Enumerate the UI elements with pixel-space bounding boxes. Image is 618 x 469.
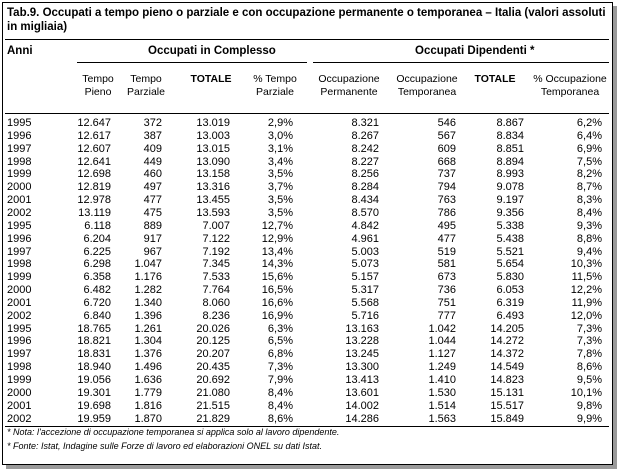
table-cell: 20.435 xyxy=(196,361,230,374)
table-cell: 1.340 xyxy=(134,296,162,309)
table-cell: 3,7% xyxy=(267,181,293,194)
table-cell: 8,7% xyxy=(576,181,602,194)
table-cell: 9.356 xyxy=(496,206,524,219)
table-cell: 567 xyxy=(437,129,456,142)
table-cell: 13.090 xyxy=(196,155,230,168)
table-cell: 1.176 xyxy=(134,271,162,284)
table-cell: 12.978 xyxy=(77,194,111,207)
table-cell: 14.272 xyxy=(490,335,524,348)
table-cell: 10,3% xyxy=(570,258,602,271)
table-cell: 8.894 xyxy=(496,155,524,168)
column-header: % Tempo Parziale xyxy=(253,73,297,98)
column-header: TOTALE xyxy=(190,73,232,85)
group-header-dipendenti: Occupati Dipendenti * xyxy=(415,45,535,57)
table-cell: 14,3% xyxy=(261,258,293,271)
table-cell: 9,8% xyxy=(576,399,602,412)
table-cell: 14.823 xyxy=(490,374,524,386)
table-cell: 5.716 xyxy=(351,309,379,322)
table-cell: 9,3% xyxy=(576,219,602,232)
table-cell: 5.654 xyxy=(496,258,524,271)
table-cell: 581 xyxy=(437,258,456,271)
table-title: Tab.9. Occupati a tempo pieno o parziale e con occupazione permanente o temporanea – Italia (valori assoluti in migliaia) xyxy=(7,7,606,33)
table-cell: 917 xyxy=(143,232,162,245)
table-cell: 12.647 xyxy=(77,117,111,129)
table-cell: 14.372 xyxy=(490,348,524,361)
table-cell: 6,2% xyxy=(576,117,602,129)
table-cell: 495 xyxy=(437,219,456,232)
table-cell: 5.830 xyxy=(496,271,524,284)
table-cell: 12.617 xyxy=(77,129,111,142)
table-cell: 13.300 xyxy=(345,361,379,374)
table-cell: 7,3% xyxy=(576,322,602,335)
table-cell: 1.870 xyxy=(134,412,162,425)
table-cell: 6.225 xyxy=(83,245,111,258)
table-cell: 8.867 xyxy=(496,117,524,129)
row-year: 1995 xyxy=(7,219,32,232)
row-year: 2001 xyxy=(7,194,32,207)
table-cell: 18.940 xyxy=(77,361,111,374)
table-cell: 4.842 xyxy=(351,219,379,232)
table-cell: 7.192 xyxy=(202,245,230,258)
table-cell: 9,4% xyxy=(576,245,602,258)
table-cell: 19.301 xyxy=(77,386,111,399)
table-cell: 8.227 xyxy=(351,155,379,168)
table-cell: 8.851 xyxy=(496,142,524,155)
table-cell: 20.207 xyxy=(196,348,230,361)
table-cell: 5.338 xyxy=(496,219,524,232)
table-cell: 546 xyxy=(437,117,456,129)
table-cell: 6.720 xyxy=(83,296,111,309)
table-cell: 6.319 xyxy=(496,296,524,309)
row-year: 2002 xyxy=(7,206,32,219)
table-cell: 1.779 xyxy=(134,386,162,399)
table-cell: 668 xyxy=(437,155,456,168)
table-cell: 8,4% xyxy=(267,399,293,412)
table-cell: 6,4% xyxy=(576,129,602,142)
table-cell: 7,8% xyxy=(576,348,602,361)
table-cell: 7.764 xyxy=(202,284,230,297)
table-cell: 8.284 xyxy=(351,181,379,194)
table-cell: 13.413 xyxy=(345,374,379,386)
group-underline-1 xyxy=(77,62,307,63)
table-cell: 16,9% xyxy=(261,309,293,322)
row-year: 1997 xyxy=(7,245,32,258)
table-cell: 1.282 xyxy=(134,284,162,297)
column-header: TOTALE xyxy=(474,73,516,85)
table-cell: 7.533 xyxy=(202,271,230,284)
table-cell: 9.197 xyxy=(496,194,524,207)
column-header: Tempo Pieno xyxy=(82,73,114,98)
table-cell: 9,5% xyxy=(576,374,602,386)
table-cell: 8.060 xyxy=(202,296,230,309)
table-cell: 1.127 xyxy=(428,348,456,361)
table-cell: 8,4% xyxy=(576,206,602,219)
row-year: 1996 xyxy=(7,335,32,348)
table-cell: 6.053 xyxy=(496,284,524,297)
table-cell: 18.831 xyxy=(77,348,111,361)
table-cell: 7.122 xyxy=(202,232,230,245)
note-fonte: * Fonte: Istat, Indagine sulle Forze di lavoro ed elaborazioni ONEL su dati Istat. xyxy=(7,441,323,451)
table-cell: 13.158 xyxy=(196,168,230,181)
column-header: Occupazione Temporanea xyxy=(396,73,458,98)
table-cell: 14.002 xyxy=(345,399,379,412)
table-cell: 18.821 xyxy=(77,335,111,348)
table-cell: 15.517 xyxy=(490,399,524,412)
table-cell: 609 xyxy=(437,142,456,155)
table-cell: 889 xyxy=(143,219,162,232)
table-cell: 2,9% xyxy=(267,117,293,129)
years-header: Anni xyxy=(7,45,33,57)
table-cell: 6.204 xyxy=(83,232,111,245)
table-cell: 13.593 xyxy=(196,206,230,219)
table-cell: 21.080 xyxy=(196,386,230,399)
table-cell: 1.376 xyxy=(134,348,162,361)
row-year: 1995 xyxy=(7,322,32,335)
table-cell: 6.840 xyxy=(83,309,111,322)
row-year: 2001 xyxy=(7,296,32,309)
column-header: Tempo Parziale xyxy=(127,73,165,98)
table-cell: 19.698 xyxy=(77,399,111,412)
table-cell: 6,5% xyxy=(267,335,293,348)
table-cell: 7,3% xyxy=(576,335,602,348)
table-cell: 3,5% xyxy=(267,206,293,219)
table-cell: 736 xyxy=(437,284,456,297)
row-year: 2001 xyxy=(7,399,32,412)
table-cell: 13.003 xyxy=(196,129,230,142)
table-cell: 6.358 xyxy=(83,271,111,284)
table-cell: 460 xyxy=(143,168,162,181)
column-header: Occupazione Permanente xyxy=(318,73,380,98)
table-cell: 8.834 xyxy=(496,129,524,142)
table-cell: 18.765 xyxy=(77,322,111,335)
table-cell: 777 xyxy=(437,309,456,322)
row-year: 2002 xyxy=(7,412,32,425)
table-cell: 19.959 xyxy=(77,412,111,425)
table-cell: 967 xyxy=(143,245,162,258)
table-cell: 8.236 xyxy=(202,309,230,322)
table-cell: 6.298 xyxy=(83,258,111,271)
row-year: 1996 xyxy=(7,232,32,245)
table-cell: 13.228 xyxy=(345,335,379,348)
table-cell: 5.568 xyxy=(351,296,379,309)
table-cell: 737 xyxy=(437,168,456,181)
table-cell: 3,1% xyxy=(267,142,293,155)
table-cell: 1.042 xyxy=(428,322,456,335)
table-cell: 16,6% xyxy=(261,296,293,309)
table-cell: 5.003 xyxy=(351,245,379,258)
table-cell: 8.242 xyxy=(351,142,379,155)
table-cell: 19.056 xyxy=(77,374,111,386)
table-cell: 20.692 xyxy=(196,374,230,386)
table-cell: 6,8% xyxy=(267,348,293,361)
row-year: 1999 xyxy=(7,271,32,284)
table-cell: 12,2% xyxy=(570,284,602,297)
table-cell: 8,3% xyxy=(576,194,602,207)
table-cell: 20.026 xyxy=(196,322,230,335)
group-header-complesso: Occupati in Complesso xyxy=(148,45,276,57)
table-cell: 21.829 xyxy=(196,412,230,425)
table-cell: 7,5% xyxy=(576,155,602,168)
table-cell: 15.131 xyxy=(490,386,524,399)
table-cell: 475 xyxy=(143,206,162,219)
table-cell: 4.961 xyxy=(351,232,379,245)
group-underline-2 xyxy=(313,62,609,63)
table-cell: 11,9% xyxy=(571,296,602,309)
table-cell: 5.157 xyxy=(351,271,379,284)
table-cell: 8,4% xyxy=(267,386,293,399)
table-cell: 497 xyxy=(143,181,162,194)
table-cell: 5.317 xyxy=(351,284,379,297)
table-cell: 8.321 xyxy=(351,117,379,129)
table-cell: 1.249 xyxy=(428,361,456,374)
table-cell: 8.434 xyxy=(351,194,379,207)
table-cell: 1.396 xyxy=(134,309,162,322)
table-cell: 6,9% xyxy=(576,142,602,155)
table-cell: 794 xyxy=(437,181,456,194)
table-cell: 21.515 xyxy=(196,399,230,412)
table-cell: 8,6% xyxy=(576,361,602,374)
table-cell: 5.521 xyxy=(496,245,524,258)
column-header: % Occupazione Temporanea xyxy=(533,73,607,98)
row-year: 1998 xyxy=(7,155,32,168)
row-year: 2000 xyxy=(7,181,32,194)
table-cell: 409 xyxy=(143,142,162,155)
row-year: 1999 xyxy=(7,374,32,386)
table-cell: 8.267 xyxy=(351,129,379,142)
row-year: 1997 xyxy=(7,348,32,361)
table-cell: 13,4% xyxy=(261,245,293,258)
table-cell: 8.993 xyxy=(496,168,524,181)
table-cell: 13.019 xyxy=(196,117,230,129)
table-cell: 1.496 xyxy=(134,361,162,374)
table-cell: 1.816 xyxy=(134,399,162,412)
table-cell: 12,7% xyxy=(261,219,293,232)
table-cell: 6.118 xyxy=(84,219,111,232)
table-cell: 1.514 xyxy=(428,399,456,412)
title-divider xyxy=(5,39,609,40)
table-cell: 1.563 xyxy=(428,412,456,425)
table-cell: 3,5% xyxy=(267,194,293,207)
table-cell: 751 xyxy=(437,296,456,309)
note-temporanea: * Nota: l'accezione di occupazione temporanea si applica solo al lavoro dipendente. xyxy=(7,427,340,437)
table-cell: 7,9% xyxy=(267,374,293,386)
table-cell: 14.286 xyxy=(345,412,379,425)
table-cell: 3,0% xyxy=(267,129,293,142)
table-cell: 6.493 xyxy=(496,309,524,322)
table-cell: 5.438 xyxy=(496,232,524,245)
table-cell: 13.601 xyxy=(345,386,379,399)
table-cell: 13.119 xyxy=(78,206,111,219)
table-cell: 10,1% xyxy=(570,386,602,399)
row-year: 2000 xyxy=(7,284,32,297)
table-cell: 14.549 xyxy=(490,361,524,374)
table-cell: 3,4% xyxy=(267,155,293,168)
table-cell: 14.205 xyxy=(490,322,524,335)
table-cell: 449 xyxy=(143,155,162,168)
row-year: 2000 xyxy=(7,386,32,399)
table-cell: 1.410 xyxy=(428,374,456,386)
table-cell: 763 xyxy=(437,194,456,207)
table-cell: 7.007 xyxy=(202,219,230,232)
table-cell: 1.047 xyxy=(134,258,162,271)
row-year: 1997 xyxy=(7,142,32,155)
table-cell: 477 xyxy=(143,194,162,207)
table-cell: 519 xyxy=(437,245,456,258)
table-cell: 12,9% xyxy=(261,232,293,245)
table-cell: 11,5% xyxy=(571,271,602,284)
table-cell: 477 xyxy=(437,232,456,245)
table-cell: 8,8% xyxy=(576,232,602,245)
table-cell: 7,3% xyxy=(267,361,293,374)
table-cell: 13.455 xyxy=(196,194,230,207)
table-cell: 9.078 xyxy=(496,181,524,194)
table-cell: 12,0% xyxy=(570,309,602,322)
table-cell: 13.163 xyxy=(345,322,379,335)
table-cell: 12.698 xyxy=(77,168,111,181)
table-cell: 7.345 xyxy=(202,258,230,271)
row-year: 1996 xyxy=(7,129,32,142)
table-cell: 1.044 xyxy=(428,335,456,348)
row-year: 1995 xyxy=(7,117,32,129)
table-cell: 12.819 xyxy=(77,181,111,194)
table-cell: 372 xyxy=(143,117,162,129)
table-cell: 3,5% xyxy=(267,168,293,181)
table-cell: 20.125 xyxy=(196,335,230,348)
table-cell: 5.073 xyxy=(351,258,379,271)
table-cell: 13.245 xyxy=(345,348,379,361)
row-year: 1999 xyxy=(7,168,32,181)
row-year: 1998 xyxy=(7,258,32,271)
row-year: 1998 xyxy=(7,361,32,374)
table-cell: 12.607 xyxy=(77,142,111,155)
table-cell: 15.849 xyxy=(490,412,524,425)
table-cell: 8,6% xyxy=(267,412,293,425)
row-year: 2002 xyxy=(7,309,32,322)
table-cell: 6.482 xyxy=(83,284,111,297)
table-cell: 12.641 xyxy=(77,155,111,168)
table-cell: 786 xyxy=(437,206,456,219)
table-frame xyxy=(2,2,613,465)
table-cell: 8.256 xyxy=(351,168,379,181)
table-cell: 673 xyxy=(437,271,456,284)
table-cell: 1.261 xyxy=(134,322,162,335)
table-cell: 13.316 xyxy=(196,181,230,194)
table-cell: 8,2% xyxy=(576,168,602,181)
table-cell: 6,3% xyxy=(267,322,293,335)
table-cell: 8.570 xyxy=(351,206,379,219)
header-divider xyxy=(5,113,609,114)
table-cell: 1.304 xyxy=(134,335,162,348)
table-cell: 15,6% xyxy=(261,271,293,284)
table-cell: 1.530 xyxy=(428,386,456,399)
table-cell: 13.015 xyxy=(196,142,230,155)
table-cell: 16,5% xyxy=(261,284,293,297)
table-cell: 387 xyxy=(143,129,162,142)
table-cell: 1.636 xyxy=(134,374,162,386)
table-cell: 9,9% xyxy=(576,412,602,425)
